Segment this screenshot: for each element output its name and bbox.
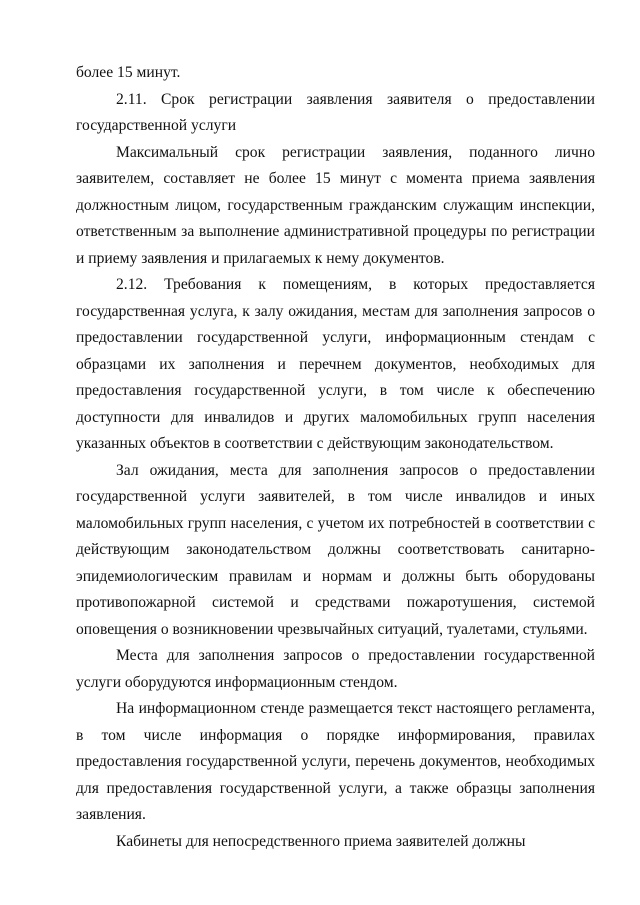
document-body [76, 60, 595, 855]
section-heading-2-12: 2.12. Требования к помещениям, в которых предоставляется государственная услуга, к залу ожидания, местам для заполнения запросов о предоставлении государственной услуги, информационным стендам с образцами их заполнения и перечнем документов, необходимых для предоставления государственной услуги, в том числе к обеспечению доступности для инвалидов и других маломобильных групп населения указанных объектов в соответствии с действующим законодательством. [76, 276, 595, 452]
paragraph-continuation: более 15 минут. [76, 64, 181, 81]
paragraph-waiting-hall: Зал ожидания, места для заполнения запросов о предоставлении государственной услуги заявителей, в том числе инвалидов и иных маломобильных групп населения, с учетом их потребностей в соответствии с действующим законодательством должны соответствовать санитарно-эпидемиологическим правилам и нормам и должны быть оборудованы противопожарной системой и средствами пожаротушения, системой оповещения о возникновении чрезвычайных ситуаций, туалетами, стульями. [76, 461, 595, 638]
section-heading-2-11: 2.11. Срок регистрации заявления заявителя о предоставлении государственной услуги [76, 90, 595, 134]
paragraph-request-places: Места для заполнения запросов о предоставлении государственной услуги оборудуются информационным стендом. [76, 647, 595, 691]
paragraph-offices: Кабинеты для непосредственного приема заявителей должны [116, 832, 526, 850]
paragraph-registration-term: Максимальный срок регистрации заявления, поданного лично заявителем, составляет не более 15 минут с момента приема заявления должностным лицом, государственным гражданским служащим инспекции, ответственным за выполнение административной процедуры по регистрации и приему заявления и прилагаемых к нему документов. [76, 143, 595, 267]
paragraph-info-stand: На информационном стенде размещается текст настоящего регламента, в том числе информация о порядке информирования, правилах предоставления государственной услуги, перечень документов, необходимых для предоставления государственной услуги, а также образцы заполнения заявления. [76, 700, 595, 823]
